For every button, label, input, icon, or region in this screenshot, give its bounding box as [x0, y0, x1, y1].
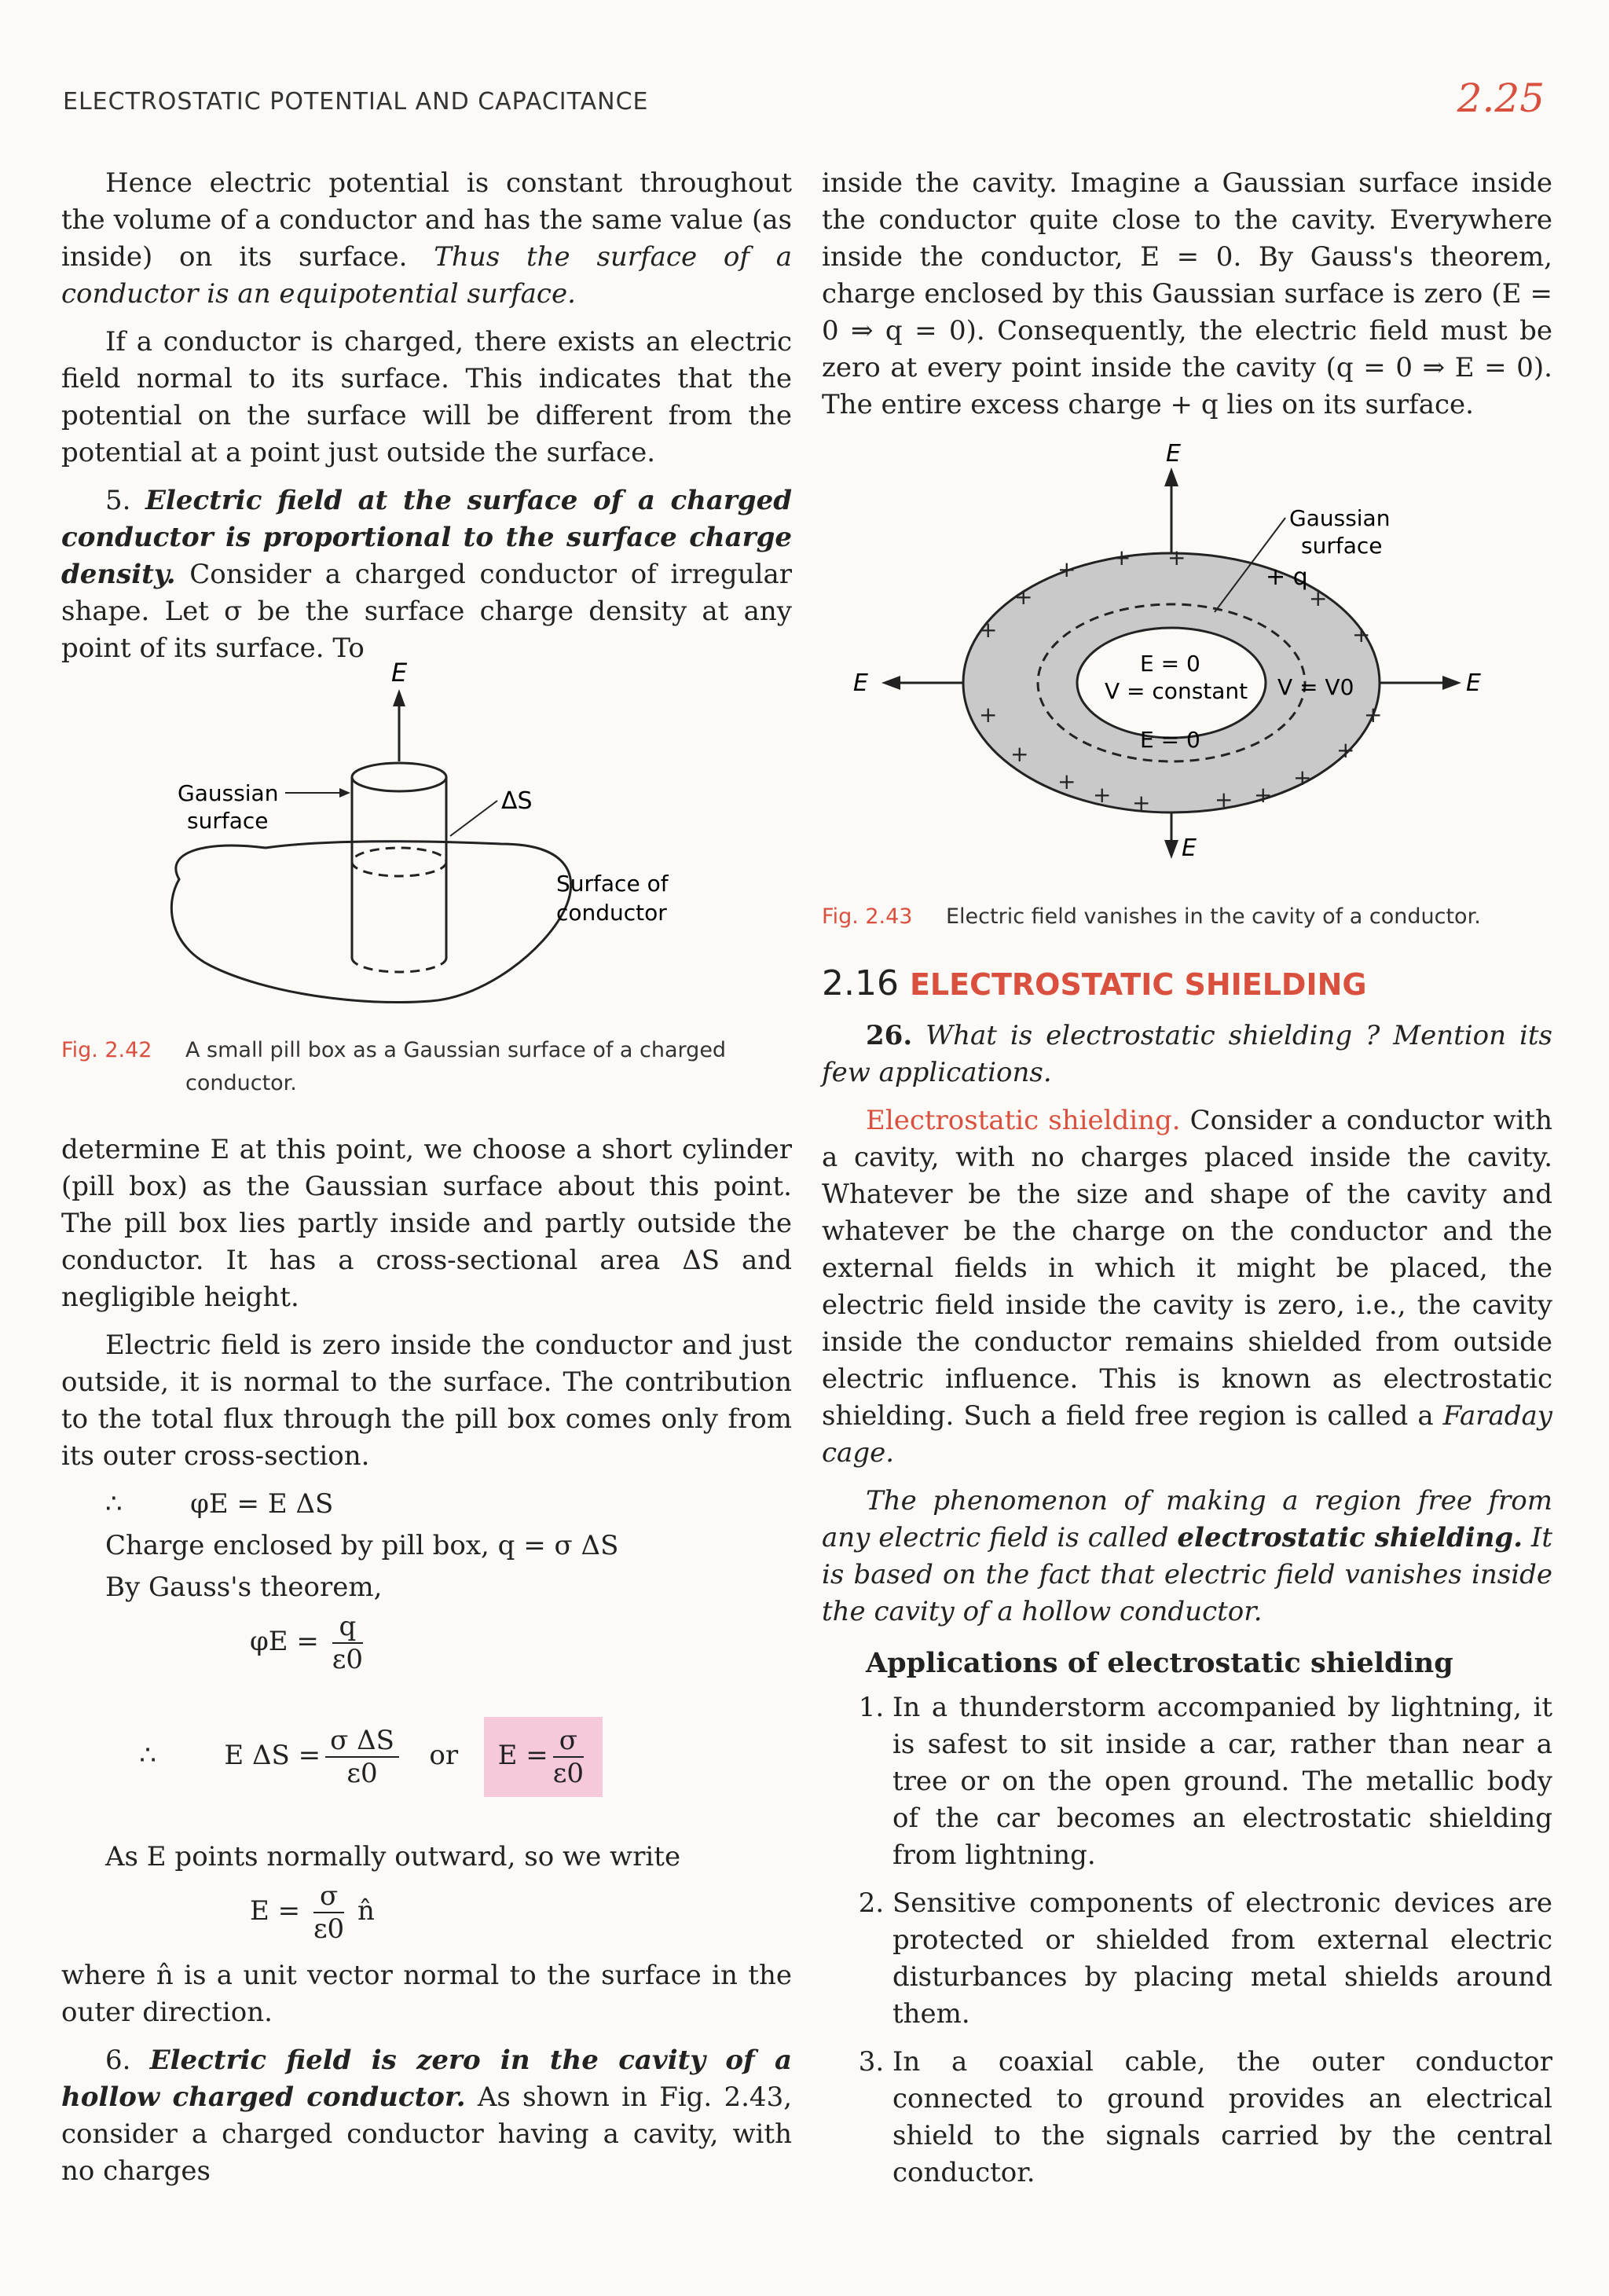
text-line: Charge enclosed by pill box, q = σ ΔS — [105, 1530, 619, 1561]
paragraph: 6. Electric field is zero in the cavity of a hollow charged conductor. As shown in Fig. 2.43, consider a charged conductor having a cavity, with no charges — [61, 2045, 793, 2187]
charge-label: + q — [1266, 563, 1308, 591]
text-line: By Gauss's theorem, — [105, 1572, 383, 1603]
definition: The phenomenon of making a region free from any electric field is called electrostatic shielding. It is based on the fact that electric field vanishes inside the cavity of a hollow conductor. — [822, 1485, 1553, 1627]
list-item: 1. In a thunderstorm accompanied by lightning, it is safest to sit inside a car, rather than near a tree or on the open ground. The metallic body of the car becomes an electrostatic shielding from lightning. — [892, 1689, 1552, 1874]
paragraph: Hence electric potential is constant throughout the volume of a conductor and has the same value (as inside) on its surface. Thus the surface of a conductor is an equipotential surface. — [61, 167, 792, 310]
question: 26. What is electrostatic shielding ? Mention its few applications. — [822, 1020, 1552, 1088]
plus-sign: + — [1167, 545, 1186, 570]
e-vector-label: E — [391, 658, 408, 688]
list-item: 2. Sensitive components of electronic devices are protected or shielded from external electric disturbances by placing metal shields around them. — [892, 1885, 1552, 2033]
subheading: Applications of electrostatic shielding — [866, 1647, 1453, 1679]
section-heading: 2.16 ELECTROSTATIC SHIELDING — [822, 963, 1367, 1003]
gaussian-label: Gaussian — [178, 780, 279, 806]
v-v0-label: V = V0 — [1277, 674, 1354, 700]
plus-sign: + — [1309, 585, 1328, 611]
highlighted-formula: E = $\frac{\sigma}{\varepsilon 0}$ — [484, 1717, 603, 1797]
paragraph: 5. Electric field at the surface of a charged conductor is proportional to the surface charge density. Consider a charged conductor of irregular shape. Let σ be the surface charge density at any point of its surface. To — [61, 485, 792, 664]
plus-sign: + — [1010, 741, 1029, 767]
paragraph: If a conductor is charged, there exists an electric field normal to its surface. This indicates that the potential on the surface will be different from the potential at a point just outside the surface. — [61, 326, 792, 468]
paragraph: where n̂ is a unit vector normal to the surface in the outer direction. — [61, 1960, 792, 2028]
plus-sign: + — [979, 702, 998, 728]
e-zero-label: E = 0 — [1140, 651, 1200, 677]
applications-list — [822, 1689, 1552, 2191]
plus-sign: + — [1215, 787, 1233, 812]
e-field-label: E — [1166, 440, 1181, 468]
figure-2-42 — [61, 658, 792, 1100]
gaussian-label: surface — [187, 808, 269, 834]
paragraph: determine E at this point, we choose a short cylinder (pill box) as the Gaussian surface about this point. The pill box lies partly inside and partly outside the conductor. It has a cross-sectional area ΔS and negligible height. — [61, 1134, 792, 1313]
surface-label: Surface of — [556, 871, 669, 897]
plus-sign: + — [1093, 782, 1112, 808]
cavity-diagram — [822, 439, 1552, 879]
plus-sign: + — [1254, 782, 1273, 808]
equation: φE = $\frac{q}{\varepsilon 0}$ — [250, 1611, 363, 1675]
paragraph: Electric field is zero inside the conductor and just outside, it is normal to the surface. The contribution to the total flux through the pill box comes only from its outer cross-section. — [61, 1330, 792, 1472]
equation: ∴ E ΔS = $\frac{\text{σ ΔS}}{\varepsilon 0}$ or E = $\frac{\sigma}{\varepsilon 0}$ — [105, 1680, 792, 1834]
list-item: 3. In a coaxial cable, the outer conductor connected to ground provides an electrical shield to the signals carried by the central conductor. — [892, 2044, 1552, 2191]
equation: E = $\frac{\sigma}{\varepsilon 0}$ n̂ — [250, 1880, 375, 1945]
figure-2-43 — [822, 439, 1552, 933]
running-header: ELECTROSTATIC POTENTIAL AND CAPACITANCE — [63, 88, 649, 116]
plus-sign: + — [1364, 702, 1383, 728]
figure-caption: Fig. 2.42 A small pill box as a Gaussian surface of a charged conductor. — [61, 1038, 727, 1095]
e-field-label: E — [1182, 834, 1197, 862]
plus-sign: + — [1352, 622, 1371, 647]
paragraph: inside the cavity. Imagine a Gaussian surface inside the conductor quite close to the cavity. Everywhere inside the conductor, E = 0. By Gauss's theorem, charge enclosed by this Gaussian surface is zero (E = 0 ⇒ q = 0). Consequently, the electric field must be zero at every point inside the cavity (q = 0 ⇒ E = 0). The entire excess charge + q lies on its surface. — [822, 167, 1552, 420]
plus-sign: + — [1293, 765, 1312, 790]
plus-sign: + — [1112, 545, 1131, 570]
right-column — [822, 165, 1552, 2202]
equation: ∴ φE = E ΔS — [105, 1488, 334, 1520]
e-field-label: E — [853, 669, 868, 697]
plus-sign: + — [1057, 556, 1076, 582]
gaussian-label: surface — [1301, 533, 1383, 559]
plus-sign: + — [1014, 584, 1033, 610]
v-constant-label: V = constant — [1105, 678, 1248, 704]
text-line: As E points normally outward, so we write — [105, 1841, 681, 1872]
paragraph: Electrostatic shielding. Consider a conductor with a cavity, with no charges placed inside the cavity. Whatever be the size and shape of the cavity and whatever be the charge on the conductor and the external fields in which it might be placed, the electric field inside the cavity is zero, i.e., the cavity inside the conductor remains shielded from outside electric influence. This is known as electrostatic shielding. Such a field free region is called a Faraday cage. — [822, 1105, 1552, 1469]
plus-sign: + — [1132, 790, 1151, 816]
plus-sign: + — [1057, 768, 1076, 794]
page-number: 2.25 — [1457, 75, 1545, 121]
plus-sign: + — [979, 617, 998, 643]
surface-label: conductor — [556, 900, 667, 926]
gaussian-label: Gaussian — [1289, 505, 1391, 531]
pill-box-diagram — [61, 658, 792, 1013]
e-zero-label: E = 0 — [1140, 727, 1200, 753]
left-column — [61, 165, 792, 2201]
e-field-label: E — [1466, 669, 1481, 697]
plus-sign: + — [1336, 737, 1355, 763]
figure-caption: Fig. 2.43 Electric field vanishes in the cavity of a conductor. — [822, 904, 1481, 929]
delta-s-label: ΔS — [501, 787, 533, 815]
